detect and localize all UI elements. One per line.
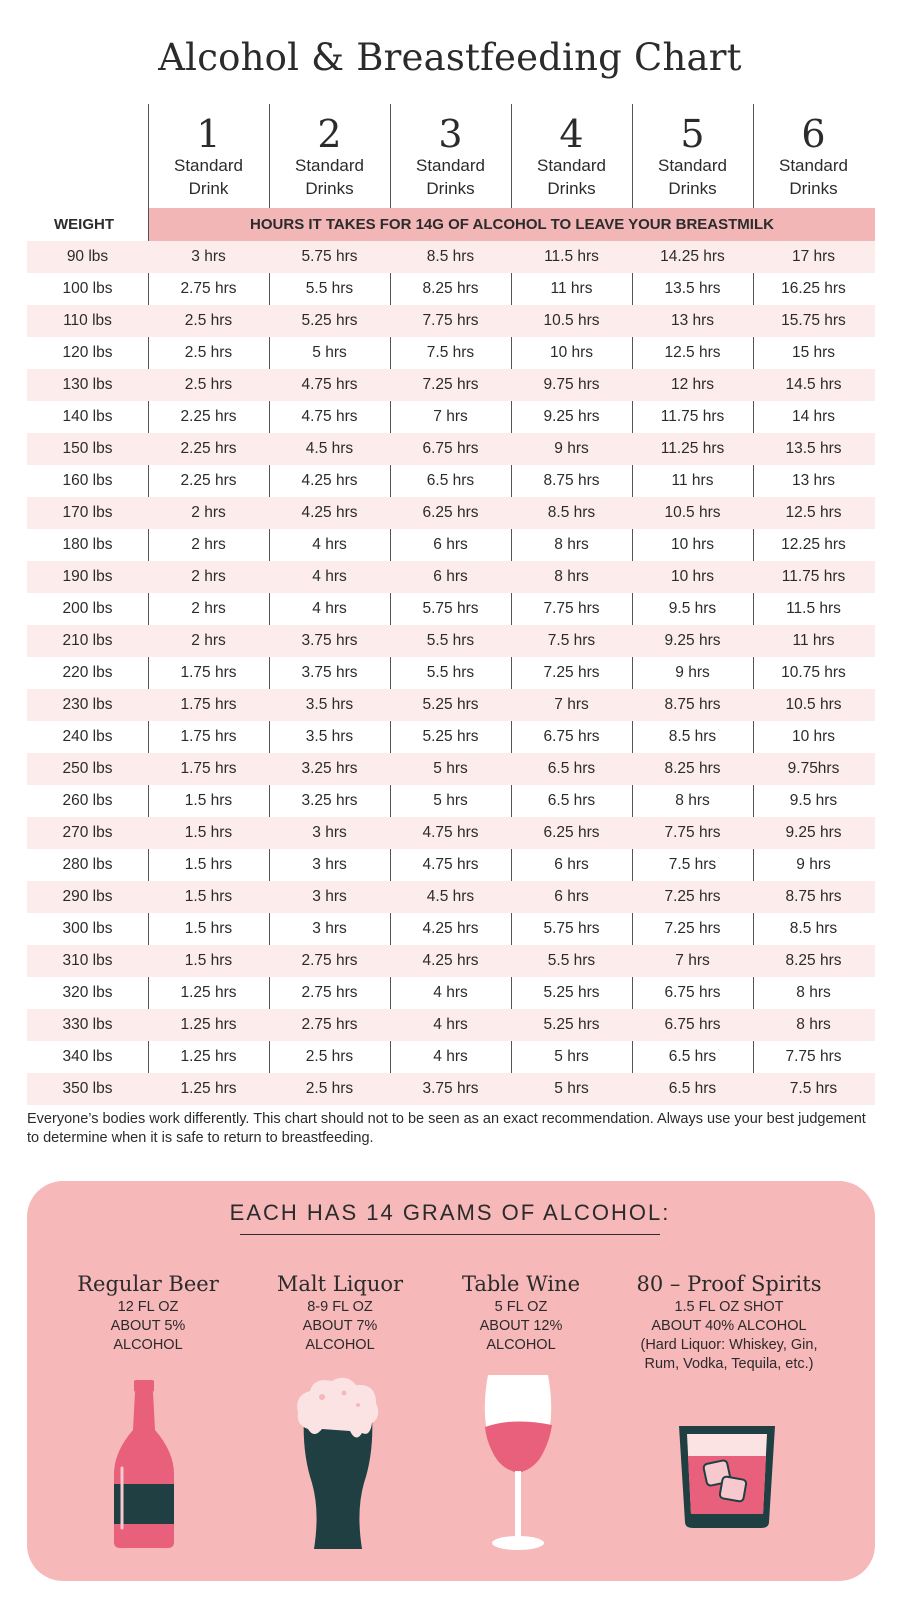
weight-header: WEIGHT: [54, 216, 114, 233]
table-row: [27, 369, 875, 401]
hours-cell: 8.5 hrs: [547, 504, 596, 521]
panel-title: EACH HAS 14 GRAMS OF ALCOHOL:: [229, 1200, 671, 1225]
table-row: [27, 977, 875, 1009]
column-label-line: Standard: [295, 156, 364, 175]
hours-cell: 8 hrs: [675, 792, 710, 809]
hours-cell: 2.5 hrs: [184, 376, 233, 393]
column-header: [632, 104, 753, 208]
drink-detail: (Hard Liquor: Whiskey, Gin,: [640, 1337, 818, 1353]
hours-cell: 3 hrs: [312, 920, 347, 937]
drink-name: 80 – Proof Spirits: [636, 1272, 822, 1296]
hours-cell: 7.5 hrs: [789, 1080, 838, 1097]
hours-cell: 2.25 hrs: [180, 440, 237, 457]
hours-cell: 9 hrs: [554, 440, 589, 457]
weight-cell: 310 lbs: [62, 952, 113, 969]
weight-cell: 240 lbs: [62, 728, 113, 745]
column-label-line: Standard: [658, 156, 727, 175]
hours-cell: 12.5 hrs: [664, 344, 721, 361]
hours-cell: 3.5 hrs: [305, 696, 354, 713]
hours-cell: 7.25 hrs: [422, 376, 479, 393]
table-row: [27, 401, 875, 433]
hours-cell: 4.25 hrs: [422, 920, 479, 937]
hours-cell: 11 hrs: [671, 472, 714, 489]
weight-cell: 290 lbs: [62, 888, 113, 905]
hours-cell: 8.5 hrs: [426, 248, 475, 265]
drink-proof-spirits: [604, 1270, 854, 1374]
drink-detail: ALCOHOL: [486, 1337, 556, 1353]
hours-cell: 4.75 hrs: [301, 408, 358, 425]
drink-regular-beer: [48, 1270, 248, 1355]
column-header: [390, 104, 511, 208]
weight-cell: 220 lbs: [62, 664, 113, 681]
hours-cell: 5 hrs: [554, 1080, 589, 1097]
hours-cell: 2 hrs: [191, 568, 226, 585]
hours-cell: 6.75 hrs: [543, 728, 600, 745]
weight-cell: 170 lbs: [62, 504, 113, 521]
drink-malt-liquor: [240, 1270, 440, 1355]
table-row: [27, 273, 875, 305]
column-label-line: Standard: [416, 156, 485, 175]
hours-cell: 11.75 hrs: [660, 408, 725, 425]
hours-cell: 8.75 hrs: [543, 472, 600, 489]
hours-cell: 4 hrs: [433, 984, 468, 1001]
drink-detail: 12 FL OZ: [117, 1299, 179, 1315]
table-row: [27, 337, 875, 369]
hours-cell: 8 hrs: [554, 568, 589, 585]
weight-cell: 110 lbs: [63, 312, 112, 329]
weight-cell: 250 lbs: [62, 760, 113, 777]
hours-cell: 4.25 hrs: [422, 952, 479, 969]
hours-cell: 7.75 hrs: [422, 312, 479, 329]
disclaimer-note: Everyone’s bodies work differently. This chart should not to be seen as an exact recommendation. Always use your best judgement to determine when it is safe to return to breastfeeding.: [27, 1111, 866, 1146]
hours-cell: 4.25 hrs: [301, 504, 358, 521]
hours-cell: 7.75 hrs: [664, 824, 721, 841]
hours-cell: 2.5 hrs: [184, 312, 233, 329]
hours-cell: 15 hrs: [791, 344, 836, 361]
table-row: [27, 945, 875, 977]
hours-cell: 1.25 hrs: [180, 984, 237, 1001]
hours-cell: 2 hrs: [191, 504, 226, 521]
table-row: [27, 529, 875, 561]
table-row: [27, 241, 875, 273]
hours-cell: 6 hrs: [554, 888, 589, 905]
drink-count: 3: [438, 112, 463, 156]
table-row: [27, 913, 875, 945]
hours-cell: 1.5 hrs: [184, 824, 233, 841]
hours-cell: 7.5 hrs: [547, 632, 596, 649]
hours-cell: 6 hrs: [433, 536, 468, 553]
table-row: [27, 1073, 875, 1105]
drink-detail: ABOUT 5%: [110, 1318, 186, 1334]
hours-cell: 1.75 hrs: [180, 760, 237, 777]
hours-cell: 2.25 hrs: [180, 472, 237, 489]
hours-cell: 11 hrs: [792, 632, 835, 649]
hours-cell: 1.25 hrs: [180, 1048, 237, 1065]
hours-cell: 4.5 hrs: [426, 888, 475, 905]
weight-cell: 270 lbs: [62, 824, 113, 841]
hours-cell: 16.25 hrs: [781, 280, 846, 297]
hours-cell: 4.75 hrs: [422, 824, 479, 841]
weight-cell: 200 lbs: [62, 600, 113, 617]
hours-cell: 7.5 hrs: [426, 344, 475, 361]
hours-cell: 10 hrs: [791, 728, 836, 745]
drink-detail: ABOUT 7%: [302, 1318, 378, 1334]
hours-cell: 1.5 hrs: [184, 792, 233, 809]
table-row: [27, 561, 875, 593]
table-row: [27, 881, 875, 913]
hours-cell: 8.25 hrs: [422, 280, 479, 297]
hours-cell: 5.25 hrs: [543, 984, 600, 1001]
hours-cell: 7.75 hrs: [543, 600, 600, 617]
weight-cell: 90 lbs: [66, 248, 109, 265]
hours-cell: 4 hrs: [433, 1016, 468, 1033]
column-label-line: Drinks: [789, 179, 838, 198]
beer-glass-icon: [292, 1373, 384, 1553]
table-row: [27, 689, 875, 721]
hours-cell: 6.75 hrs: [664, 1016, 721, 1033]
drink-detail: 8-9 FL OZ: [307, 1299, 373, 1315]
hours-cell: 14 hrs: [791, 408, 836, 425]
drink-count: 2: [317, 112, 342, 156]
column-label-line: Standard: [779, 156, 848, 175]
drink-count: 5: [680, 112, 705, 156]
hours-cell: 1.75 hrs: [180, 728, 237, 745]
hours-cell: 10.5 hrs: [664, 504, 721, 521]
hours-cell: 2 hrs: [191, 600, 226, 617]
hours-cell: 2.75 hrs: [301, 984, 358, 1001]
hours-cell: 3.5 hrs: [305, 728, 354, 745]
whiskey-glass-icon: [675, 1418, 779, 1530]
hours-cell: 5.75 hrs: [422, 600, 479, 617]
table-row: [27, 433, 875, 465]
weight-cell: 320 lbs: [62, 984, 113, 1001]
weight-cell: 330 lbs: [62, 1016, 113, 1033]
hours-cell: 3 hrs: [312, 888, 347, 905]
hours-cell: 10 hrs: [670, 568, 715, 585]
column-label-line: Drink: [188, 179, 229, 198]
hours-cell: 9 hrs: [796, 856, 831, 873]
hours-cell: 10.5 hrs: [785, 696, 842, 713]
beer-bottle-icon: [108, 1378, 180, 1550]
hours-cell: 5.25 hrs: [422, 696, 479, 713]
column-label-line: Drinks: [305, 179, 354, 198]
hours-cell: 5 hrs: [433, 760, 468, 777]
hours-cell: 5.25 hrs: [422, 728, 479, 745]
hours-cell: 4.25 hrs: [301, 472, 358, 489]
table-row: [27, 1009, 875, 1041]
table-row: [27, 465, 875, 497]
table-row: [27, 817, 875, 849]
column-header: [753, 104, 874, 208]
hours-cell: 12 hrs: [670, 376, 715, 393]
hours-cell: 10 hrs: [549, 344, 594, 361]
hours-cell: 6.5 hrs: [668, 1048, 717, 1065]
weight-cell: 120 lbs: [62, 344, 113, 361]
hours-cell: 12.25 hrs: [781, 536, 846, 553]
panel-title-underline: [240, 1234, 660, 1235]
hours-cell: 7.25 hrs: [543, 664, 600, 681]
hours-cell: 1.75 hrs: [180, 664, 237, 681]
hours-cell: 9 hrs: [675, 664, 710, 681]
weight-cell: 300 lbs: [62, 920, 113, 937]
hours-cell: 3.75 hrs: [301, 632, 358, 649]
page-title: Alcohol & Breastfeeding Chart: [158, 36, 742, 79]
hours-cell: 11.25 hrs: [660, 440, 725, 457]
hours-cell: 17 hrs: [791, 248, 836, 265]
hours-cell: 13 hrs: [791, 472, 836, 489]
column-header: [511, 104, 632, 208]
column-label-line: Drinks: [547, 179, 596, 198]
hours-cell: 2 hrs: [191, 632, 226, 649]
hours-cell: 7.75 hrs: [785, 1048, 842, 1065]
hours-cell: 7.25 hrs: [664, 920, 721, 937]
hours-cell: 7 hrs: [554, 696, 589, 713]
hours-cell: 13 hrs: [670, 312, 715, 329]
weight-cell: 100 lbs: [62, 280, 113, 297]
hours-cell: 3 hrs: [312, 824, 347, 841]
hours-cell: 5.5 hrs: [547, 952, 596, 969]
hours-cell: 6.5 hrs: [668, 1080, 717, 1097]
hours-cell: 3.75 hrs: [422, 1080, 479, 1097]
hours-cell: 7.25 hrs: [664, 888, 721, 905]
table-row: [27, 625, 875, 657]
table-row: [27, 497, 875, 529]
hours-cell: 8.75 hrs: [664, 696, 721, 713]
hours-cell: 13.5 hrs: [785, 440, 842, 457]
drink-detail: ALCOHOL: [113, 1337, 183, 1353]
hours-cell: 5.5 hrs: [426, 664, 475, 681]
drink-name: Table Wine: [461, 1272, 581, 1296]
hours-cell: 5.5 hrs: [426, 632, 475, 649]
hours-cell: 4 hrs: [433, 1048, 468, 1065]
drink-detail: 1.5 FL OZ SHOT: [674, 1299, 784, 1315]
hours-cell: 8.5 hrs: [789, 920, 838, 937]
hours-band: HOURS IT TAKES FOR 14G OF ALCOHOL TO LEAVE YOUR BREASTMILK: [149, 208, 875, 241]
drink-name: Malt Liquor: [276, 1272, 404, 1296]
drink-count: 4: [559, 112, 584, 156]
hours-cell: 4 hrs: [312, 536, 347, 553]
hours-cell: 3 hrs: [312, 856, 347, 873]
hours-cell: 8.5 hrs: [668, 728, 717, 745]
hours-cell: 2.75 hrs: [301, 952, 358, 969]
hours-cell: 13.5 hrs: [664, 280, 721, 297]
hours-cell: 3.25 hrs: [301, 792, 358, 809]
hours-cell: 8 hrs: [554, 536, 589, 553]
table-row: [27, 721, 875, 753]
column-label-line: Standard: [537, 156, 606, 175]
hours-cell: 7.5 hrs: [668, 856, 717, 873]
hours-cell: 2.75 hrs: [301, 1016, 358, 1033]
hours-cell: 9.5 hrs: [789, 792, 838, 809]
hours-cell: 5.75 hrs: [543, 920, 600, 937]
weight-cell: 350 lbs: [62, 1080, 113, 1097]
hours-cell: 2.5 hrs: [305, 1048, 354, 1065]
hours-cell: 6 hrs: [433, 568, 468, 585]
hours-cell: 1.25 hrs: [180, 1080, 237, 1097]
hours-cell: 3 hrs: [191, 248, 226, 265]
table-row: [27, 753, 875, 785]
hours-cell: 8.25 hrs: [785, 952, 842, 969]
hours-cell: 8 hrs: [796, 1016, 831, 1033]
hours-cell: 9.75hrs: [787, 760, 840, 777]
hours-cell: 15.75 hrs: [781, 312, 846, 329]
weight-cell: 180 lbs: [62, 536, 113, 553]
hours-cell: 7 hrs: [433, 408, 468, 425]
hours-cell: 6.75 hrs: [422, 440, 479, 457]
hours-cell: 10.75 hrs: [781, 664, 846, 681]
hours-cell: 2 hrs: [191, 536, 226, 553]
weight-cell: 340 lbs: [62, 1048, 113, 1065]
drink-name: Regular Beer: [77, 1272, 219, 1296]
hours-cell: 8.75 hrs: [785, 888, 842, 905]
table-row: [27, 849, 875, 881]
weight-cell: 160 lbs: [62, 472, 113, 489]
hours-cell: 6 hrs: [554, 856, 589, 873]
hours-cell: 5 hrs: [554, 1048, 589, 1065]
hours-cell: 6.5 hrs: [547, 792, 596, 809]
weight-cell: 210 lbs: [62, 632, 113, 649]
hours-cell: 8.25 hrs: [664, 760, 721, 777]
table-row: [27, 305, 875, 337]
hours-cell: 1.5 hrs: [184, 856, 233, 873]
drink-detail: Rum, Vodka, Tequila, etc.): [644, 1356, 814, 1372]
hours-cell: 9.5 hrs: [668, 600, 717, 617]
hours-cell: 2.75 hrs: [180, 280, 237, 297]
weight-cell: 260 lbs: [62, 792, 113, 809]
drink-count: 6: [801, 112, 826, 156]
hours-cell: 4 hrs: [312, 600, 347, 617]
hours-cell: 4 hrs: [312, 568, 347, 585]
hours-cell: 5.5 hrs: [305, 280, 354, 297]
weight-cell: 150 lbs: [62, 440, 113, 457]
hours-cell: 6.25 hrs: [543, 824, 600, 841]
wine-glass-icon: [478, 1369, 558, 1555]
hours-cell: 10 hrs: [670, 536, 715, 553]
drink-detail: 5 FL OZ: [494, 1299, 548, 1315]
hours-cell: 11 hrs: [550, 280, 593, 297]
hours-cell: 9.25 hrs: [543, 408, 600, 425]
weight-cell: 230 lbs: [62, 696, 113, 713]
hours-cell: 6.75 hrs: [664, 984, 721, 1001]
hours-cell: 3.25 hrs: [301, 760, 358, 777]
hours-cell: 1.25 hrs: [180, 1016, 237, 1033]
hours-cell: 5 hrs: [433, 792, 468, 809]
hours-cell: 6.25 hrs: [422, 504, 479, 521]
hours-cell: 11.5 hrs: [786, 600, 841, 617]
hours-cell: 2.5 hrs: [305, 1080, 354, 1097]
hours-cell: 1.75 hrs: [180, 696, 237, 713]
hours-cell: 4.75 hrs: [422, 856, 479, 873]
hours-cell: 14.25 hrs: [660, 248, 725, 265]
drink-count: 1: [196, 112, 221, 156]
hours-cell: 11.5 hrs: [544, 248, 599, 265]
hours-cell: 10.5 hrs: [543, 312, 600, 329]
hours-cell: 3.75 hrs: [301, 664, 358, 681]
hours-cell: 11.75 hrs: [781, 568, 846, 585]
hours-cell: 5 hrs: [312, 344, 347, 361]
column-header: [148, 104, 269, 208]
table-row: [27, 785, 875, 817]
hours-cell: 4.5 hrs: [305, 440, 354, 457]
column-label-line: Drinks: [668, 179, 717, 198]
hours-cell: 4.75 hrs: [301, 376, 358, 393]
weight-cell: 130 lbs: [62, 376, 113, 393]
hours-cell: 9.25 hrs: [664, 632, 721, 649]
hours-cell: 12.5 hrs: [785, 504, 842, 521]
column-header: [269, 104, 390, 208]
hours-cell: 9.75 hrs: [543, 376, 600, 393]
hours-cell: 1.5 hrs: [184, 952, 233, 969]
column-label-line: Drinks: [426, 179, 475, 198]
hours-cell: 6.5 hrs: [547, 760, 596, 777]
hours-cell: 9.25 hrs: [785, 824, 842, 841]
hours-cell: 6.5 hrs: [426, 472, 475, 489]
column-label-line: Standard: [174, 156, 243, 175]
hours-cell: 5.25 hrs: [301, 312, 358, 329]
hours-cell: 2.5 hrs: [184, 344, 233, 361]
hours-cell: 1.5 hrs: [184, 920, 233, 937]
hours-cell: 8 hrs: [796, 984, 831, 1001]
drink-detail: ABOUT 40% ALCOHOL: [651, 1318, 807, 1334]
drink-table-wine: [421, 1270, 621, 1355]
weight-cell: 280 lbs: [62, 856, 113, 873]
weight-cell: 140 lbs: [62, 408, 113, 425]
table-row: [27, 593, 875, 625]
drink-detail: ABOUT 12%: [479, 1318, 563, 1334]
hours-cell: 5.75 hrs: [301, 248, 358, 265]
weight-cell: 190 lbs: [62, 568, 113, 585]
hours-cell: 1.5 hrs: [184, 888, 233, 905]
table-row: [27, 1041, 875, 1073]
hours-cell: 5.25 hrs: [543, 1016, 600, 1033]
hours-cell: 2.25 hrs: [180, 408, 237, 425]
hours-cell: 7 hrs: [675, 952, 710, 969]
table-row: [27, 657, 875, 689]
hours-cell: 14.5 hrs: [785, 376, 842, 393]
drink-detail: ALCOHOL: [305, 1337, 375, 1353]
